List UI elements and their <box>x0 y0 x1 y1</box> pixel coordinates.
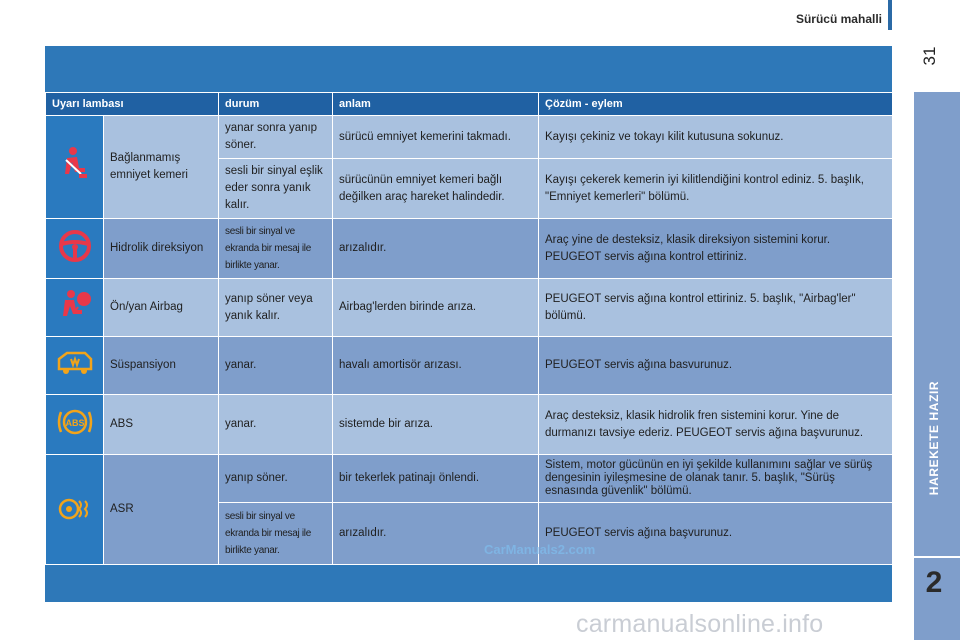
meaning-cell: Airbag'lerden birinde arıza. <box>333 279 539 337</box>
svg-text:ABS: ABS <box>64 417 85 428</box>
action-cell: Kayışı çekerek kemerin iyi kilitlendiğini kontrol ediniz. 5. başlık, "Emniyet kemerleri" bölümü. <box>539 159 893 219</box>
action-cell: Araç yine de desteksiz, klasik direksiyon sistemini korur. PEUGEOT servis ağına kontrol ettiriniz. <box>539 219 893 279</box>
header-bar <box>888 0 892 30</box>
table-row <box>46 337 893 395</box>
chapter-label: HAREKETE HAZIR <box>927 380 941 496</box>
col-header-state: durum <box>219 93 333 116</box>
state-cell: sesli bir sinyal eşlik eder sonra yanık kalır. <box>219 159 333 219</box>
action-cell: PEUGEOT servis ağına kontrol ettiriniz. 5. başlık, "Airbag'ler" bölümü. <box>539 279 893 337</box>
meaning-cell: sürücü emniyet kemerini takmadı. <box>333 116 539 159</box>
state-cell: sesli bir sinyal ve ekranda bir mesaj ile birlikte yanar. <box>219 503 333 565</box>
action-cell: Kayışı çekiniz ve tokayı kilit kutusuna sokunuz. <box>539 116 893 159</box>
chapter-divider <box>914 556 960 558</box>
col-header-meaning: anlam <box>333 93 539 116</box>
action-cell: Araç desteksiz, klasik hidrolik fren sistemini korur. Yine de durmanızı tavsiye ederiz. PEUGEOT servis ağına başvurunuz. <box>539 395 893 455</box>
meaning-cell: arızalıdır. <box>333 503 539 565</box>
table-header-row <box>46 93 893 116</box>
col-header-action: Çözüm - eylem <box>539 93 893 116</box>
action-cell: Sistem, motor gücünün en iyi şekilde kullanımını sağlar ve sürüş dengesinin iyileşmesine de olanak tanır. 5. başlık, "Sürüş esnasında güvenlik" bölümü. <box>539 455 893 503</box>
state-cell: yanıp söner. <box>219 455 333 503</box>
light-name: Ön/yan Airbag <box>104 279 219 337</box>
meaning-cell: havalı amortisör arızası. <box>333 337 539 395</box>
meaning-cell: bir tekerlek patinajı önlendi. <box>333 455 539 503</box>
page-number: 31 <box>920 46 939 66</box>
watermark-text: CarManuals2.com <box>484 542 596 557</box>
meaning-cell: sistemde bir arıza. <box>333 395 539 455</box>
steering-wheel-icon <box>46 219 104 279</box>
light-name: Süspansiyon <box>104 337 219 395</box>
table-row <box>46 455 893 503</box>
light-name: ABS <box>104 395 219 455</box>
state-cell: yanar sonra yanıp söner. <box>219 116 333 159</box>
state-cell: sesli bir sinyal ve ekranda bir mesaj ile birlikte yanar. <box>219 219 333 279</box>
light-name: Hidrolik direksiyon <box>104 219 219 279</box>
action-cell: PEUGEOT servis ağına basvurunuz. <box>539 337 893 395</box>
meaning-cell: sürücünün emniyet kemeri bağlı değilken araç hareket halindedir. <box>333 159 539 219</box>
table-row <box>46 116 893 159</box>
state-cell: yanar. <box>219 395 333 455</box>
light-name: ASR <box>104 455 219 565</box>
airbag-warning-icon <box>46 279 104 337</box>
table-row <box>46 219 893 279</box>
warning-lights-table <box>45 92 893 565</box>
state-cell: yanar. <box>219 337 333 395</box>
table-row <box>46 279 893 337</box>
seatbelt-warning-icon <box>46 116 104 219</box>
table-row <box>46 395 893 455</box>
action-cell: PEUGEOT servis ağına başvurunuz. <box>539 503 893 565</box>
state-cell: yanıp söner veya yanık kalır. <box>219 279 333 337</box>
abs-warning-icon <box>46 395 104 455</box>
section-title: Sürücü mahalli <box>795 12 882 26</box>
meaning-cell: arızalıdır. <box>333 219 539 279</box>
chapter-number: 2 <box>925 566 943 599</box>
light-name: Bağlanmamış emniyet kemeri <box>104 116 219 219</box>
col-header-light: Uyarı lambası <box>46 93 219 116</box>
asr-warning-icon <box>46 455 104 565</box>
suspension-warning-icon <box>46 337 104 395</box>
footer-watermark: carmanualsonline.info <box>576 610 824 638</box>
